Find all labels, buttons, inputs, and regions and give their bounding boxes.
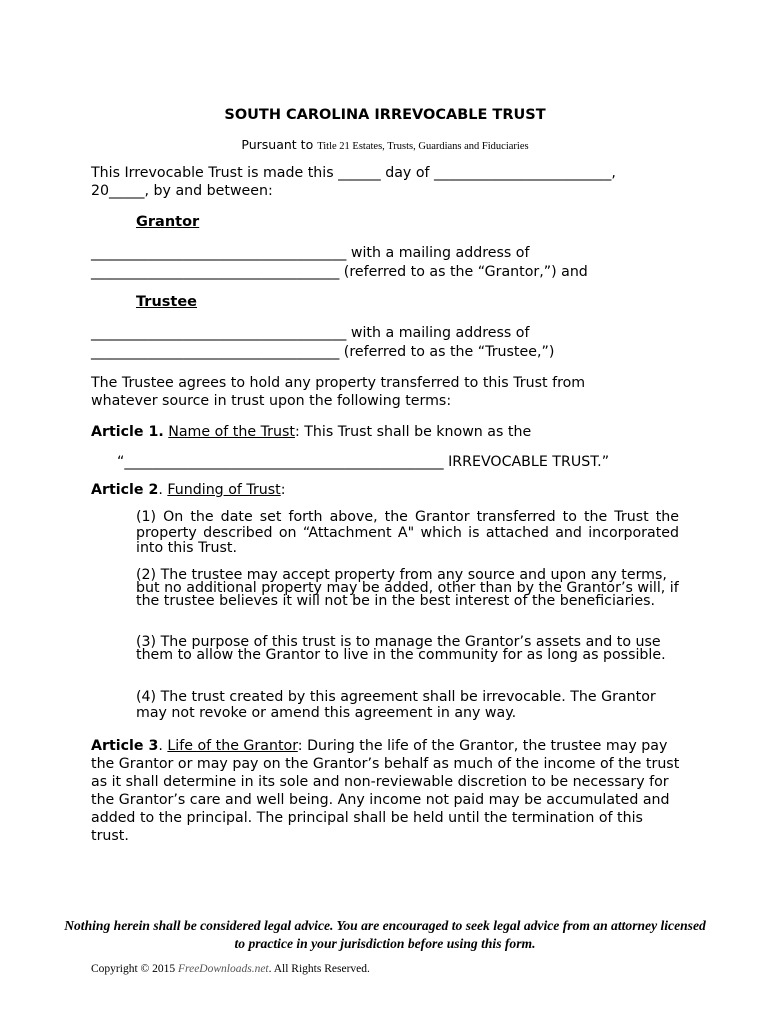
article-2 (91, 482, 286, 498)
copyright-prefix: Copyright © 2015 (91, 963, 179, 975)
article-3-text: : During the life of the Grantor, the trustee may pay the Grantor or may pay on the Grantor’s behalf as much of the income of the trust as it shall determine in its sole and non-reviewable discretion to be necessary for the Grantor’s care and well being. Any income not paid may be accumulated and added to the principal. The principal shall be held until the termination of this trust. (91, 738, 680, 844)
article-2-item-2: (2) The trustee may accept property from any source and upon any terms, but no additional property may be added, other than by the Grantor’s will, if the trustee believes it will not be in the best interest of the beneficiaries. (136, 567, 679, 609)
copyright-notice (91, 963, 370, 975)
article-3-sep: . (158, 738, 168, 754)
document-subtitle (0, 137, 770, 152)
article-2-sep: . (158, 482, 168, 498)
article-1 (91, 424, 531, 440)
article-1-label: Article 1. (91, 424, 164, 440)
grantor-line-1: ____________________________________ with a mailing address of (91, 245, 530, 261)
trustee-line-1: ____________________________________ with a mailing address of (91, 325, 530, 341)
trust-name-line: “_____________________________________________ IRREVOCABLE TRUST.” (117, 454, 610, 470)
article-3-label: Article 3 (91, 738, 159, 754)
legal-disclaimer: Nothing herein shall be considered legal advice. You are encouraged to seek legal advice from an attorney licensed to practice in your jurisdiction before using this form. (64, 918, 706, 951)
article-2-item-1: (1) On the date set forth above, the Grantor transferred to the Trust the property described on “Attachment A" which is attached and incorporated into this Trust. (136, 509, 679, 556)
grantor-line-2: ___________________________________ (referred to as the “Grantor,”) and (91, 264, 588, 280)
grantor-heading: Grantor (136, 214, 200, 230)
article-1-name: Name of the Trust (168, 424, 295, 440)
document-title: SOUTH CAROLINA IRREVOCABLE TRUST (224, 107, 546, 123)
copyright-suffix: . All Rights Reserved. (268, 963, 370, 975)
article-2-item-4: (4) The trust created by this agreement shall be irrevocable. The Grantor may not revoke or amend this agreement in any way. (136, 689, 656, 721)
trustee-heading: Trustee (136, 294, 198, 310)
article-3 (91, 737, 683, 845)
article-1-text: : This Trust shall be known as the (294, 424, 532, 440)
article-2-colon: : (280, 482, 286, 498)
intro-line-1: This Irrevocable Trust is made this ______ day of _________________________, (91, 165, 616, 181)
agreement-paragraph: The Trustee agrees to hold any property transferred to this Trust from whatever source in trust upon the following terms: (91, 375, 586, 409)
article-3-name: Life of the Grantor (167, 738, 298, 754)
article-2-name: Funding of Trust (167, 482, 281, 498)
copyright-site: FreeDownloads.net (178, 963, 269, 975)
subtitle-prefix: Pursuant to (241, 137, 314, 152)
article-2-item-3: (3) The purpose of this trust is to manage the Grantor’s assets and to use them to allow the Grantor to live in the community for as long as possible. (136, 634, 666, 663)
intro-line-2: 20_____, by and between: (91, 183, 273, 199)
article-2-label: Article 2 (91, 482, 159, 498)
statute-reference: Title 21 Estates, Trusts, Guardians and Fiduciaries (317, 141, 529, 152)
trustee-line-2: ___________________________________ (referred to as the “Trustee,”) (91, 344, 555, 360)
